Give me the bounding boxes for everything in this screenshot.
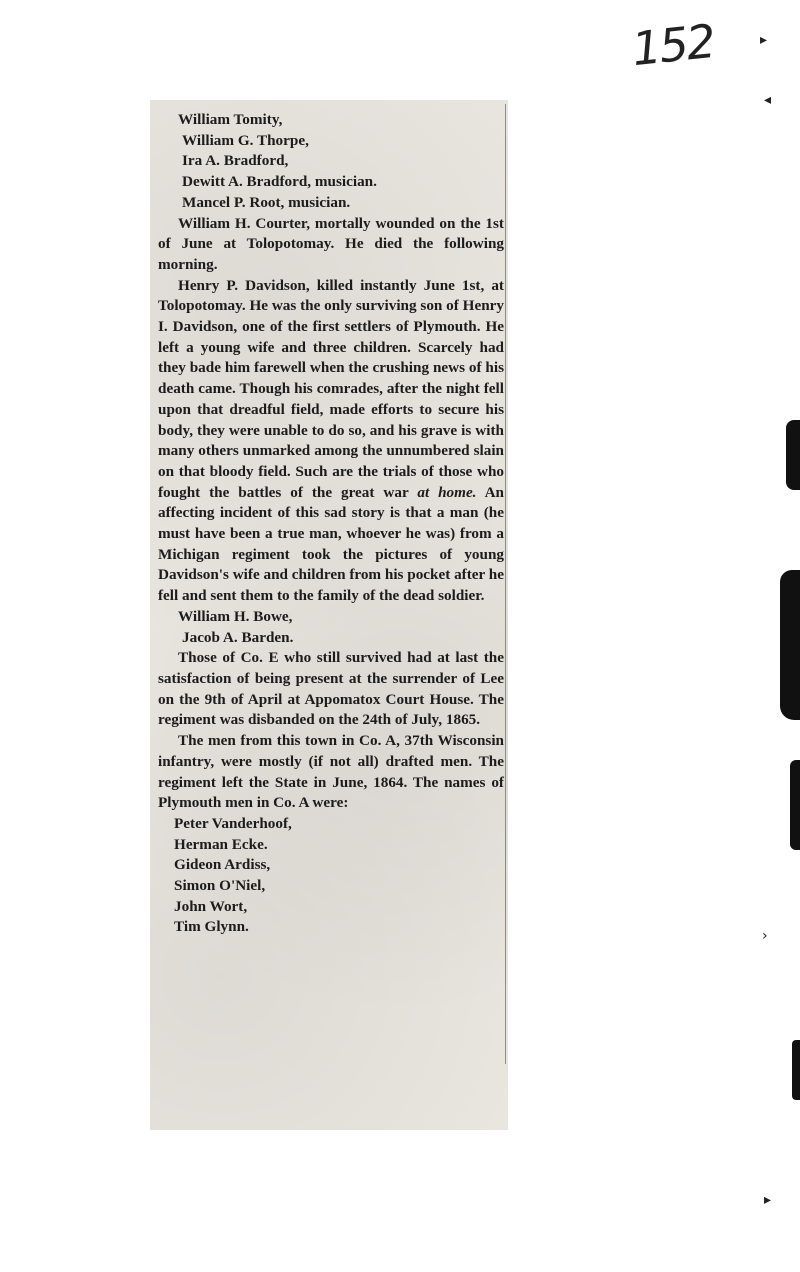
binding-shadow xyxy=(786,420,800,490)
scan-mark: ▸ xyxy=(760,32,768,48)
paragraph-co-a: The men from this town in Co. A, 37th Wisconsin infantry, were mostly (if not all) drafted men. The regiment left the State in June, 1864. The names of Plymouth men in Co. A were: xyxy=(158,732,504,812)
article xyxy=(158,110,504,938)
paragraph-survivors: Those of Co. E who still survived had at last the satisfaction of being present at the surrender of Lee on the 9th of April at Appomatox Court House. The regiment was disbanded on the 24th of July, 1865. xyxy=(158,649,504,729)
paragraph-davidson-text: Henry P. Davidson, killed instantly June 1st, at Tolopotomay. He was the only surviving son of Henry I. Davidson, one of the first settlers of Plymouth. He left a young wife and three children. Scarcely had they bade him farewell when the crushing news of his death came. Though his comrades, after the night fell upon that dreadful field, made efforts to secure his body, they were unable to do so, and his grave is with many others unmarked among the unnumbered slain on that bloody field. Such are the trials of those who fought the battles of the great war xyxy=(158,276,504,501)
name-line: Peter Vanderhoof, xyxy=(174,814,292,832)
clipping-edge xyxy=(505,104,506,1064)
scan-mark: ▸ xyxy=(764,1192,772,1208)
name-line: Jacob A. Barden. xyxy=(182,628,294,646)
paragraph-davidson-emphasis: at home. xyxy=(417,483,477,501)
name-line: William H. Bowe, xyxy=(178,607,293,625)
paragraph-davidson-text-cont: An affecting incident of this sad story is that a man (he must have been a true man, whoever he was) from a Michigan regiment took the pictures of young Davidson's wife and children from his pocket after he fell and sent them to the family of the dead soldier. xyxy=(158,483,504,605)
paragraph-davidson xyxy=(158,276,504,607)
name-line: William Tomity, xyxy=(178,111,283,128)
page-number: 152 xyxy=(629,13,717,77)
name-line: Ira A. Bradford, xyxy=(182,152,289,170)
name-line: Simon O'Niel, xyxy=(174,877,266,895)
scan-mark: ◂ xyxy=(764,92,772,108)
paragraph-courter: William H. Courter, mortally wounded on the 1st of June at Tolopotomay. He died the following morning. xyxy=(158,214,504,273)
binding-shadow xyxy=(780,570,800,720)
binding-shadow xyxy=(792,1040,800,1100)
name-line: Herman Ecke. xyxy=(174,835,268,853)
name-line: Tim Glynn. xyxy=(174,918,249,936)
name-line: Dewitt A. Bradford, musician. xyxy=(182,173,377,191)
name-line: John Wort, xyxy=(174,897,248,915)
binding-shadow xyxy=(790,760,800,850)
name-line: Gideon Ardiss, xyxy=(174,856,271,874)
name-line: Mancel P. Root, musician. xyxy=(182,193,351,211)
name-line: William G. Thorpe, xyxy=(182,131,309,149)
scan-mark: › xyxy=(762,928,768,944)
